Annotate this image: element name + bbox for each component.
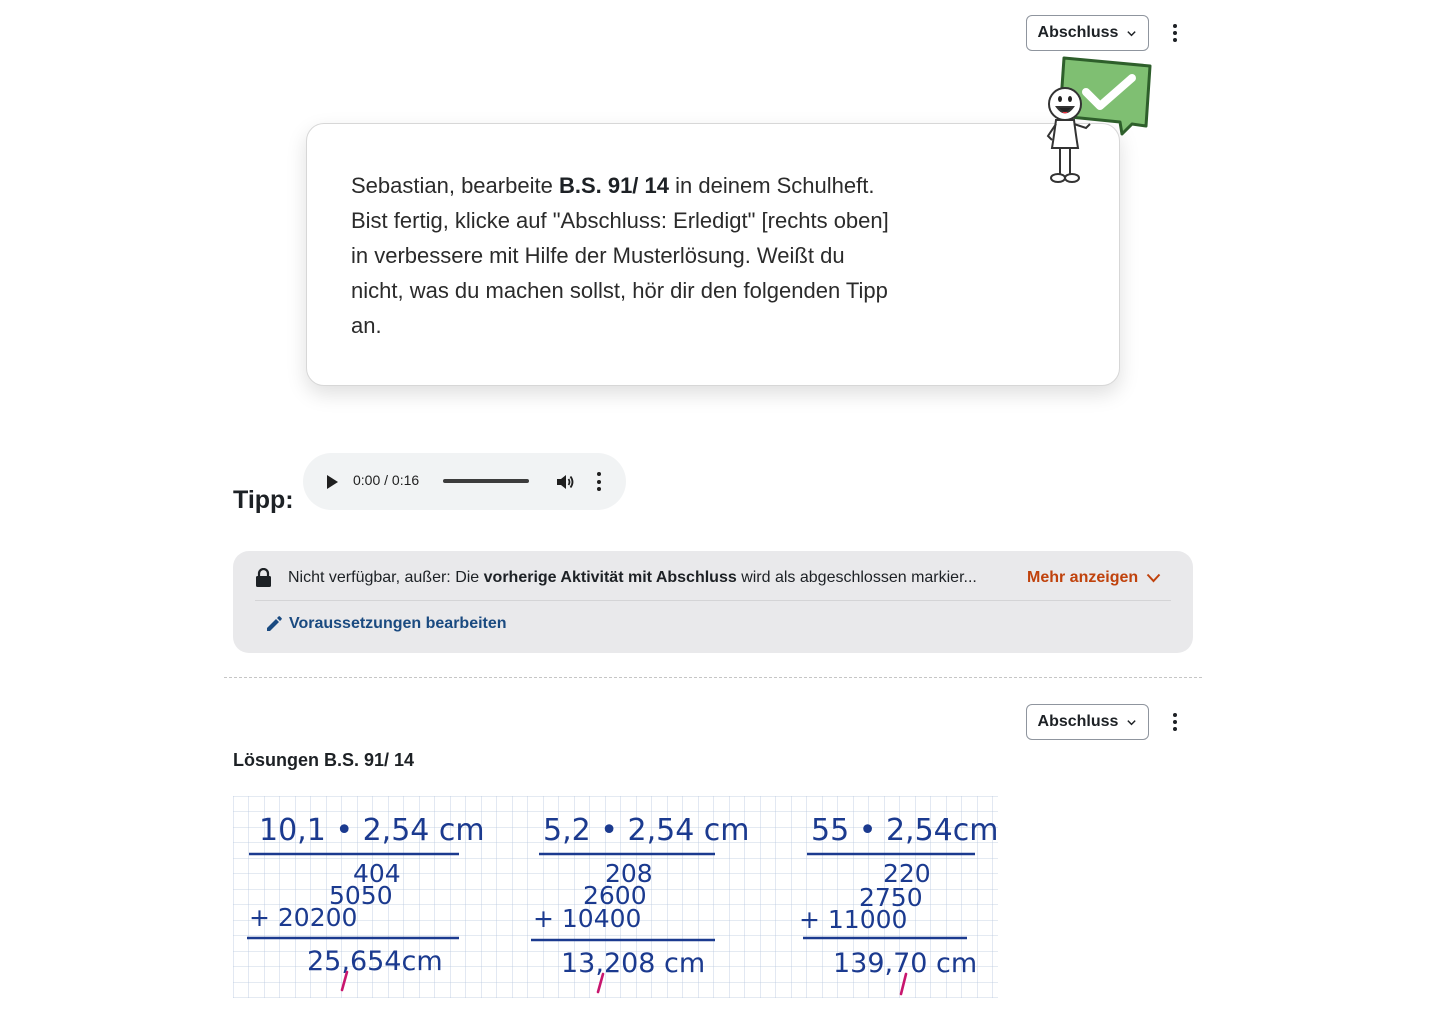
dot [1173,38,1177,42]
solution-2-row-2: 2600 [583,881,647,910]
audio-progress-slider[interactable] [443,479,529,483]
solution-1-row-2: 5050 [329,881,393,910]
dot [1173,24,1177,28]
activity-actions-menu-1[interactable] [1168,22,1182,44]
play-icon[interactable] [325,474,339,490]
completion-dropdown-1[interactable] [1026,15,1149,51]
dot [1173,720,1177,724]
audio-more-options-icon[interactable] [595,472,603,491]
dot [1173,713,1177,717]
solution-3-row-3: + 11000 [799,905,908,934]
restriction-message: Nicht verfügbar, außer: Die vorherige Aktivität mit Abschluss wird als abgeschlossen markier... [288,569,977,586]
pencil-icon [265,615,283,633]
solution-2-task: 5,2 • 2,54 cm [543,813,750,848]
solution-2-result: 13,208 cm [561,948,706,979]
divider [255,600,1171,601]
solution-1-task: 10,1 • 2,54 cm [259,813,485,848]
solution-1-row-3: + 20200 [249,903,358,932]
show-more-link[interactable]: Mehr anzeigen [1027,569,1161,587]
solution-2-row-1: 208 [605,859,653,888]
solutions-title: Lösungen B.S. 91/ 14 [233,750,415,770]
activity-actions-menu-2[interactable] [1168,711,1182,733]
completion-dropdown-2[interactable] [1026,704,1149,740]
assignment-reference: B.S. 91/ 14 [558,173,670,198]
chevron-down-icon [1126,28,1137,39]
solution-1-result: 25,654cm [307,946,443,977]
checkmark-mascot-illustration [1038,52,1160,192]
activity-separator [224,677,1202,678]
chevron-down-icon [1146,573,1161,583]
solution-1-row-1: 404 [353,859,401,888]
chevron-down-icon [1126,717,1137,728]
tipp-label: Tipp: [233,486,294,514]
solution-3-row-2: 2750 [859,883,923,912]
solution-2-row-3: + 10400 [533,904,642,933]
dot [1173,31,1177,35]
audio-time: 0:00 / 0:16 [353,472,420,488]
audio-player [303,453,626,510]
completion-dropdown-label: Abschluss [1037,713,1119,730]
lock-icon [255,568,272,587]
instruction-card [306,123,1120,386]
solution-3-result: 139,70 cm [833,948,978,979]
instruction-text: Sebastian, bearbeite B.S. 91/ 14 in deinem Schulheft. Bist fertig, klicke auf "Abschluss: Erledigt" [rechts oben] in verbessere mit Hilfe der Musterlösung. Weißt du nicht, was du machen sollst, hör dir den folgenden Tipp an. [351,173,889,338]
edit-restrictions-link[interactable]: Voraussetzungen bearbeiten [265,615,507,633]
volume-icon[interactable] [555,472,575,492]
access-restriction-box [233,551,1193,653]
dot [1173,727,1177,731]
solution-3-row-1: 220 [883,859,931,888]
handwritten-solution-image [233,796,998,998]
solution-3-task: 55 • 2,54cm [811,813,998,848]
completion-dropdown-label: Abschluss [1037,24,1119,41]
